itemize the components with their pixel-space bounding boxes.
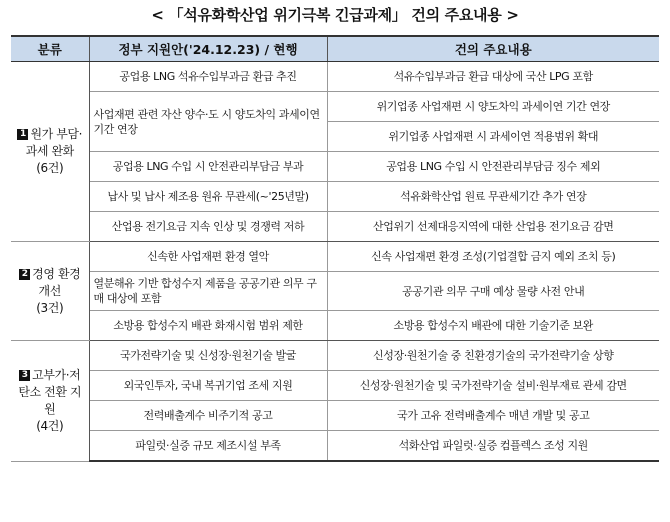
table-row [11,431,659,462]
gov-cell: 사업재편 관련 자산 양수·도 시 양도차익 과세이연 기간 연장 [89,92,327,152]
category-cell-cost [11,62,89,242]
gov-cell: 산업용 전기요금 지속 인상 및 경쟁력 저하 [89,212,327,242]
table-row [11,272,659,311]
number-badge: 1 [17,129,28,140]
gov-cell: 파일럿·실증 규모 제조시설 부족 [89,431,327,462]
table-row [11,212,659,242]
proposal-cell: 공공기관 의무 구매 예상 물량 사전 안내 [327,272,659,311]
table-row [11,311,659,341]
page-title: < 「석유화학산업 위기극복 긴급과제」 건의 주요내용 > [151,6,519,24]
gov-cell: 납사 및 납사 제조용 원유 무관세(~'25년말) [89,182,327,212]
number-badge: 3 [19,370,30,381]
proposal-cell: 신성장·원천기술 중 친환경기술의 국가전략기술 상향 [327,341,659,371]
table-header-row [11,36,659,62]
header-proposal: 건의 주요내용 [327,36,659,62]
gov-cell: 공업용 LNG 석유수입부과금 환급 추진 [89,62,327,92]
table-row [11,341,659,371]
gov-cell: 국가전략기술 및 신성장·원천기술 발굴 [89,341,327,371]
table-row [11,62,659,92]
proposal-table [11,35,659,462]
gov-cell: 공업용 LNG 수입 시 안전관리부담금 부과 [89,152,327,182]
gov-cell: 신속한 사업재편 환경 열악 [89,242,327,272]
proposal-cell: 국가 고유 전력배출계수 매년 개발 및 공고 [327,401,659,431]
proposal-cell: 소방용 합성수지 배관에 대한 기술기준 보완 [327,311,659,341]
category-cell-management [11,242,89,341]
proposal-cell: 위기업종 사업재편 시 과세이연 적용범위 확대 [327,122,659,152]
category-count: (4건) [36,418,64,433]
table-row [11,371,659,401]
category-label: 원가 부담·과세 완화 [25,127,83,158]
gov-cell: 열분해유 기반 합성수지 제품을 공공기관 의무 구매 대상에 포함 [89,272,327,311]
category-label: 경영 환경 개선 [32,266,81,298]
table-row [11,92,659,122]
proposal-cell: 신속 사업재편 환경 조성(기업결합 금지 예외 조치 등) [327,242,659,272]
gov-cell: 소방용 합성수지 배관 화재시험 범위 제한 [89,311,327,341]
gov-cell: 외국인투자, 국내 복귀기업 조세 지원 [89,371,327,401]
proposal-cell: 위기업종 사업재편 시 양도차익 과세이연 기간 연장 [327,92,659,122]
table-row [11,401,659,431]
proposal-cell: 신성장·원천기술 및 국가전략기술 설비·원부재료 관세 감면 [327,371,659,401]
table-row [11,152,659,182]
proposal-cell: 공업용 LNG 수입 시 안전관리부담금 징수 제외 [327,152,659,182]
category-count: (3건) [36,300,64,315]
proposal-cell: 석화산업 파일럿·실증 컴플렉스 조성 지원 [327,431,659,462]
table-row [11,182,659,212]
proposal-cell: 산업위기 선제대응지역에 대한 산업용 전기요금 감면 [327,212,659,242]
gov-cell: 전력배출계수 비주기적 공고 [89,401,327,431]
table-row [11,242,659,272]
category-cell-transition [11,341,89,462]
proposal-cell: 석유화학산업 원료 무관세기간 추가 연장 [327,182,659,212]
header-category: 분류 [11,36,89,62]
category-count: (6건) [36,161,64,175]
header-gov-support: 정부 지원안('24.12.23) / 현행 [89,36,327,62]
category-label: 고부가·저탄소 전환 지원 [18,367,82,416]
number-badge: 2 [19,269,30,280]
proposal-cell: 석유수입부과금 환급 대상에 국산 LPG 포함 [327,62,659,92]
